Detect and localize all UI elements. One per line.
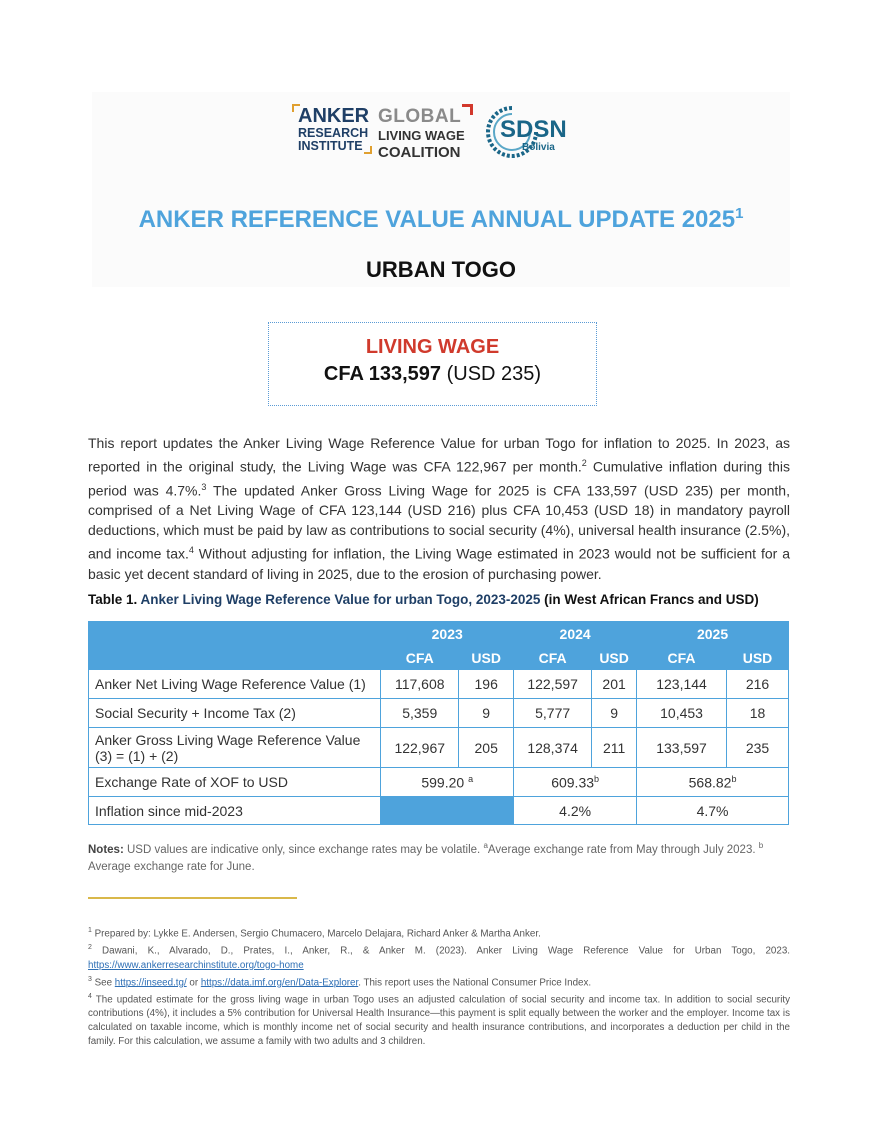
table-row — [89, 728, 789, 768]
table-caption-number: Table 1. — [88, 592, 138, 607]
living-wage-usd: (USD 235) — [446, 363, 542, 385]
notes-text: USD values are indicative only, since exchange rates may be volatile. — [123, 843, 484, 856]
glwc-logo-line3: COALITION — [378, 144, 461, 161]
table-corner-cell — [89, 622, 381, 670]
table-row — [89, 670, 789, 699]
currency-header: USD — [727, 646, 789, 670]
exchange-rate-2024 — [514, 768, 637, 797]
table-header-years — [89, 622, 789, 646]
table-cell: 122,967 — [381, 728, 459, 768]
notes-text: Average exchange rate from May through July 2023. — [487, 843, 759, 856]
table-cell: 122,597 — [514, 670, 592, 699]
living-wage-table — [88, 621, 789, 825]
footnote-text: Prepared by: Lykke E. Andersen, Sergio Chumacero, Marcelo Delajara, Richard Anker & Martha Anker. — [91, 928, 541, 940]
living-wage-value — [269, 363, 596, 386]
imf-data-link[interactable]: https://data.imf.org/en/Data-Explorer — [200, 976, 359, 988]
footnotes — [88, 924, 790, 1049]
table-cell: 123,144 — [637, 670, 727, 699]
footnote-number: 2 — [88, 944, 92, 952]
table-caption — [88, 592, 798, 607]
intro-text-1: This report updates the Anker Living Wage Reference Value for urban Togo for inflation to 2025. In 2023, as reported in the original study, the Living Wage was CFA 122,967 per month. — [88, 435, 790, 475]
table-cell: 9 — [592, 699, 637, 728]
document-title — [92, 205, 790, 234]
footnote-4 — [88, 990, 790, 1049]
table-cell: 196 — [459, 670, 514, 699]
intro-text-2: Cumulative inflation during this period was 4.7%. — [88, 458, 791, 499]
footnote-number: 1 — [88, 927, 92, 934]
table-cell: 117,608 — [381, 670, 459, 699]
footnote-text: or — [186, 976, 201, 988]
exchange-rate-value: 609.33 — [551, 774, 595, 791]
table-caption-description: Anker Living Wage Reference Value for urban Togo, 2023-2025 — [140, 592, 541, 607]
anker-logo-line3: INSTITUTE — [298, 139, 363, 153]
table-cell: 205 — [459, 728, 514, 768]
global-living-wage-coalition-logo — [378, 104, 474, 160]
logo-strip — [292, 102, 592, 162]
currency-header: CFA — [381, 646, 459, 670]
currency-header: USD — [459, 646, 514, 670]
footnote-text: See — [91, 976, 115, 988]
table-cell: 201 — [592, 670, 637, 699]
row-label: Social Security + Income Tax (2) — [89, 699, 381, 728]
living-wage-label: LIVING WAGE — [365, 336, 500, 358]
document-subtitle: URBAN TOGO — [366, 257, 516, 282]
title-footnote-ref[interactable]: 1 — [735, 205, 744, 222]
row-label: Exchange Rate of XOF to USD — [89, 768, 381, 797]
table-caption-unit: (in West African Francs and USD) — [544, 592, 759, 607]
table-cell: 133,597 — [637, 728, 727, 768]
inflation-2023-empty — [381, 797, 514, 825]
currency-header: CFA — [514, 646, 592, 670]
inflation-2025: 4.7% — [637, 797, 789, 825]
footnote-text: . This report uses the National Consumer Price Index. — [358, 976, 592, 988]
intro-text-3: The updated Anker Gross Living Wage for 2025 is CFA 133,597 (USD 235) per month, comprised of a Net Living Wage of CFA 123,144 (USD 216) plus CFA 10,453 (USD 18) in mandatory payroll deductions, which must be paid by law as contributions to social security (4%), universal health insurance (2.5%), and income tax. — [88, 482, 790, 562]
row-label: Inflation since mid-2023 — [89, 797, 381, 825]
note-ref: b — [594, 773, 600, 784]
exchange-rate-value: 568.82 — [688, 774, 732, 791]
row-label: Anker Gross Living Wage Reference Value (3) = (1) + (2) — [89, 728, 381, 768]
glwc-logo-line2: LIVING WAGE — [378, 128, 465, 143]
inflation-row — [89, 797, 789, 825]
table-cell: 235 — [727, 728, 789, 768]
exchange-rate-2023 — [381, 768, 514, 797]
inseed-link[interactable]: https://inseed.tg/ — [114, 976, 187, 988]
table-cell: 211 — [592, 728, 637, 768]
exchange-rate-row — [89, 768, 789, 797]
logo-corner-mark — [462, 104, 473, 115]
exchange-rate-2025 — [637, 768, 789, 797]
footnote-ref-4[interactable]: 4 — [188, 545, 194, 556]
footnote-divider — [88, 897, 297, 899]
note-ref: b — [731, 773, 737, 784]
intro-paragraph — [88, 433, 790, 584]
anker-togo-link[interactable]: https://www.ankerresearchinstitute.org/togo-home — [88, 959, 304, 971]
footnote-ref-3[interactable]: 3 — [201, 481, 207, 492]
glwc-logo-line1: GLOBAL — [378, 106, 462, 127]
footnote-ref-2[interactable]: 2 — [581, 458, 587, 468]
table-row — [89, 699, 789, 728]
footnote-text: Dawani, K., Alvarado, D., Prates, I., Anker, R., & Anker M. (2023). Anker Living Wage Reference Value for Urban Togo, 2023. — [91, 945, 790, 957]
footnote-text: The updated estimate for the gross living wage in urban Togo uses an adjusted calculation of social security and income tax. In addition to social security contributions (4%), it includes a 5% contribution for Universal Health Insurance—this payment is split equally between the worker and the employer. Income tax is calculated on taxable income, which is monthly income net of social security and health insurance contributions, and incorporates a deduction per child in the family. For this calculation, we assume a family with two adults and 3 children. — [88, 994, 790, 1048]
anker-research-institute-logo — [292, 102, 376, 160]
footnote-1 — [88, 924, 790, 941]
table-cell: 18 — [727, 699, 789, 728]
title-text: ANKER REFERENCE VALUE ANNUAL UPDATE 2025 — [138, 206, 736, 233]
year-header: 2023 — [381, 622, 514, 646]
table-cell: 9 — [459, 699, 514, 728]
table-cell: 10,453 — [637, 699, 727, 728]
table-cell: 128,374 — [514, 728, 592, 768]
note-ref: a — [468, 773, 474, 784]
table-cell: 216 — [727, 670, 789, 699]
year-header: 2024 — [514, 622, 637, 646]
sdsn-bolivia-logo — [482, 102, 592, 162]
living-wage-cfa: CFA 133,597 — [323, 363, 442, 385]
note-marker-b: b — [758, 841, 764, 850]
note-marker-a: a — [483, 841, 488, 850]
sdsn-logo-name: SDSN — [500, 116, 567, 143]
footnote-3 — [88, 973, 790, 990]
exchange-rate-value: 599.20 — [421, 774, 465, 791]
living-wage-box — [268, 322, 597, 406]
notes-text: Average exchange rate for June. — [88, 860, 255, 873]
table-cell: 5,359 — [381, 699, 459, 728]
currency-header: USD — [592, 646, 637, 670]
footnote-number: 4 — [88, 992, 92, 1000]
table-cell: 5,777 — [514, 699, 592, 728]
logo-corner-mark — [364, 146, 372, 154]
anker-logo-line2: RESEARCH — [298, 126, 369, 140]
inflation-2024: 4.2% — [514, 797, 637, 825]
currency-header: CFA — [637, 646, 727, 670]
table-notes — [88, 837, 790, 876]
row-label: Anker Net Living Wage Reference Value (1) — [89, 670, 381, 699]
sdsn-logo-country: Bolivia — [522, 142, 555, 153]
footnote-number: 3 — [88, 975, 92, 983]
anker-logo-line1: ANKER — [298, 105, 370, 127]
notes-label: Notes: — [88, 843, 124, 856]
year-header: 2025 — [637, 622, 789, 646]
footnote-2 — [88, 941, 790, 972]
intro-text-4: Without adjusting for inflation, the Living Wage estimated in 2023 would not be sufficient for a basic yet decent standard of living in 2025, due to the erosion of purchasing power. — [88, 545, 790, 582]
